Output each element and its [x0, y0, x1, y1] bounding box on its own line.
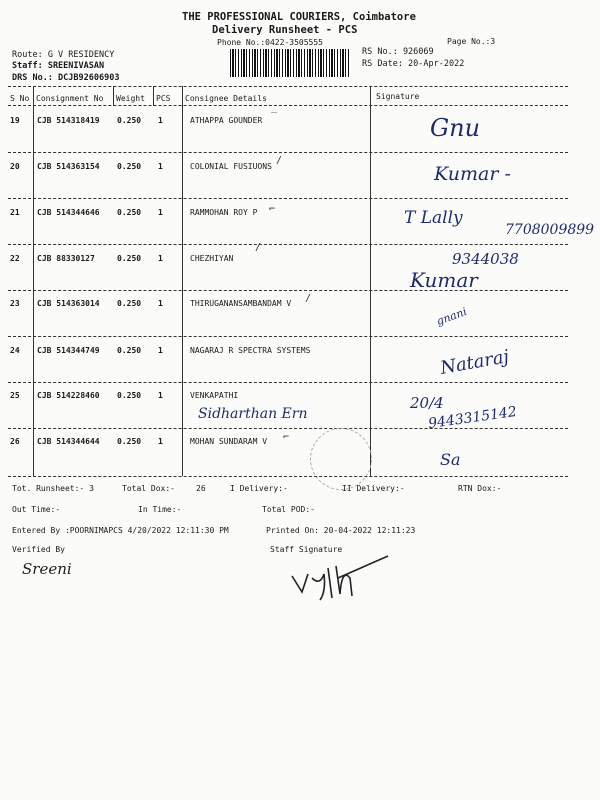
phone-row-22: 9344038: [452, 250, 519, 268]
col-signature: Signature: [376, 92, 420, 101]
row-sno: 25: [10, 391, 20, 400]
staff-signature-drawing: [280, 548, 390, 608]
row-sno: 24: [10, 346, 20, 355]
row-sno: 23: [10, 299, 20, 308]
row-consignment: CJB 514318419: [37, 116, 100, 125]
route: Route: G V RESIDENCY: [12, 50, 115, 60]
row-weight: 0.250: [117, 437, 142, 446]
col-consignee: Consignee Details: [185, 94, 267, 103]
row-consignment: CJB 514363014: [37, 299, 100, 308]
rtn-dox: RTN Dox:-: [458, 484, 502, 493]
document-title: Delivery Runsheet - PCS: [212, 24, 358, 36]
date-row-25: 20/4: [410, 394, 444, 412]
row-divider: [8, 336, 568, 337]
signature-row-24: Nataraj: [438, 346, 511, 379]
staff-signature-label: Staff Signature: [270, 545, 343, 554]
row-divider: [8, 198, 568, 199]
phone-row-21: 7708009899: [505, 222, 595, 238]
page-number: Page No.:3: [447, 37, 496, 46]
check-mark-icon: /: [255, 242, 262, 253]
company-name: THE PROFESSIONAL COURIERS, Coimbatore: [182, 11, 416, 23]
row-consignee: ATHAPPA GOUNDER: [190, 116, 263, 125]
row-divider: [8, 152, 568, 153]
total-dox-label: Total Dox:-: [122, 484, 175, 493]
staff: Staff: SREENIVASAN: [12, 61, 105, 71]
divider: [8, 476, 568, 477]
row-pcs: 1: [158, 208, 163, 217]
stamp-outline: [310, 428, 372, 490]
check-mark-icon: ⌐: [269, 204, 276, 215]
row-pcs: 1: [158, 116, 163, 125]
row-consignee: RAMMOHAN ROY P: [190, 208, 258, 217]
row-consignee: NAGARAJ R SPECTRA SYSTEMS: [190, 346, 311, 355]
column-line: [153, 86, 154, 106]
row-sno: 20: [10, 162, 20, 171]
signature-row-20: Kumar -: [434, 163, 511, 185]
row-consignee: CHEZHIYAN: [190, 254, 234, 263]
ii-delivery: II Delivery:-: [342, 484, 405, 493]
phone-row-25: 9443315142: [427, 403, 518, 433]
row-divider: [8, 290, 568, 291]
row-weight: 0.250: [117, 346, 142, 355]
divider: [8, 105, 568, 106]
row-weight: 0.250: [117, 299, 142, 308]
row-weight: 0.250: [117, 208, 142, 217]
row-divider: [8, 382, 568, 383]
column-line: [33, 86, 34, 476]
row-pcs: 1: [158, 299, 163, 308]
col-consignment: Consignment No: [36, 94, 104, 103]
signature-row-22: Kumar: [410, 268, 478, 292]
signature-row-19: Gnu: [430, 114, 481, 142]
row-sno: 21: [10, 208, 20, 217]
divider: [8, 86, 568, 87]
row-weight: 0.250: [117, 162, 142, 171]
rs-date: RS Date: 20-Apr-2022: [362, 59, 465, 69]
row-consignee: COLONIAL FUSIUONS: [190, 162, 272, 171]
entered-by: Entered By :POORNIMAPCS 4/20/2022 12:11:30 PM: [12, 526, 229, 535]
in-time: In Time:-: [138, 505, 182, 514]
row-sno: 22: [10, 254, 20, 263]
out-time: Out Time:-: [12, 505, 61, 514]
total-runsheet: Tot. Runsheet:- 3: [12, 484, 94, 493]
row-consignment: CJB 514228460: [37, 391, 100, 400]
signature-row-23: gnani: [434, 305, 469, 328]
handwritten-name-row-25: Sidharthan Ern: [198, 406, 308, 422]
row-consignee: MOHAN SUNDARAM V: [190, 437, 268, 446]
column-line: [113, 86, 114, 106]
row-consignment: CJB 514344644: [37, 437, 100, 446]
row-weight: 0.250: [117, 391, 142, 400]
column-line: [370, 86, 371, 476]
verified-signature: Sreeni: [22, 560, 72, 578]
phone-number: Phone No.:0422-3505555: [217, 38, 323, 47]
row-pcs: 1: [158, 391, 163, 400]
col-pcs: PCS: [156, 94, 171, 103]
row-pcs: 1: [158, 162, 163, 171]
row-consignee: VENKAPATHI: [190, 391, 239, 400]
rs-number: RS No.: 926069: [362, 47, 434, 57]
row-divider: [8, 244, 568, 245]
drs-number: DRS No.: DCJB92606903: [12, 73, 120, 83]
row-weight: 0.250: [117, 254, 142, 263]
check-mark-icon: /: [305, 293, 312, 304]
row-weight: 0.250: [117, 116, 142, 125]
check-mark-icon: /: [276, 155, 283, 166]
row-divider: [8, 428, 568, 429]
i-delivery: I Delivery:-: [230, 484, 288, 493]
barcode: [230, 49, 350, 77]
row-pcs: 1: [158, 254, 163, 263]
signature-row-26: Sa: [440, 450, 461, 469]
row-consignment: CJB 514344749: [37, 346, 100, 355]
row-consignment: CJB 514363154: [37, 162, 100, 171]
row-consignment: CJB 514344646: [37, 208, 100, 217]
col-sno: S No: [10, 94, 30, 103]
signature-row-21: T Lally: [404, 208, 463, 228]
row-consignment: CJB 88330127: [37, 254, 95, 263]
column-line: [182, 86, 183, 476]
row-sno: 26: [10, 437, 20, 446]
row-pcs: 1: [158, 437, 163, 446]
verified-by: Verified By: [12, 545, 65, 554]
total-dox-value: 26: [196, 484, 206, 493]
total-pod: Total POD:-: [262, 505, 315, 514]
col-weight: Weight: [116, 94, 145, 103]
printed-on: Printed On: 20-04-2022 12:11:23: [266, 526, 416, 535]
check-mark-icon: ‾: [271, 112, 278, 123]
row-sno: 19: [10, 116, 20, 125]
row-consignee: THIRUGANANSAMBANDAM V: [190, 299, 292, 308]
row-pcs: 1: [158, 346, 163, 355]
check-mark-icon: ⌐: [283, 432, 290, 443]
